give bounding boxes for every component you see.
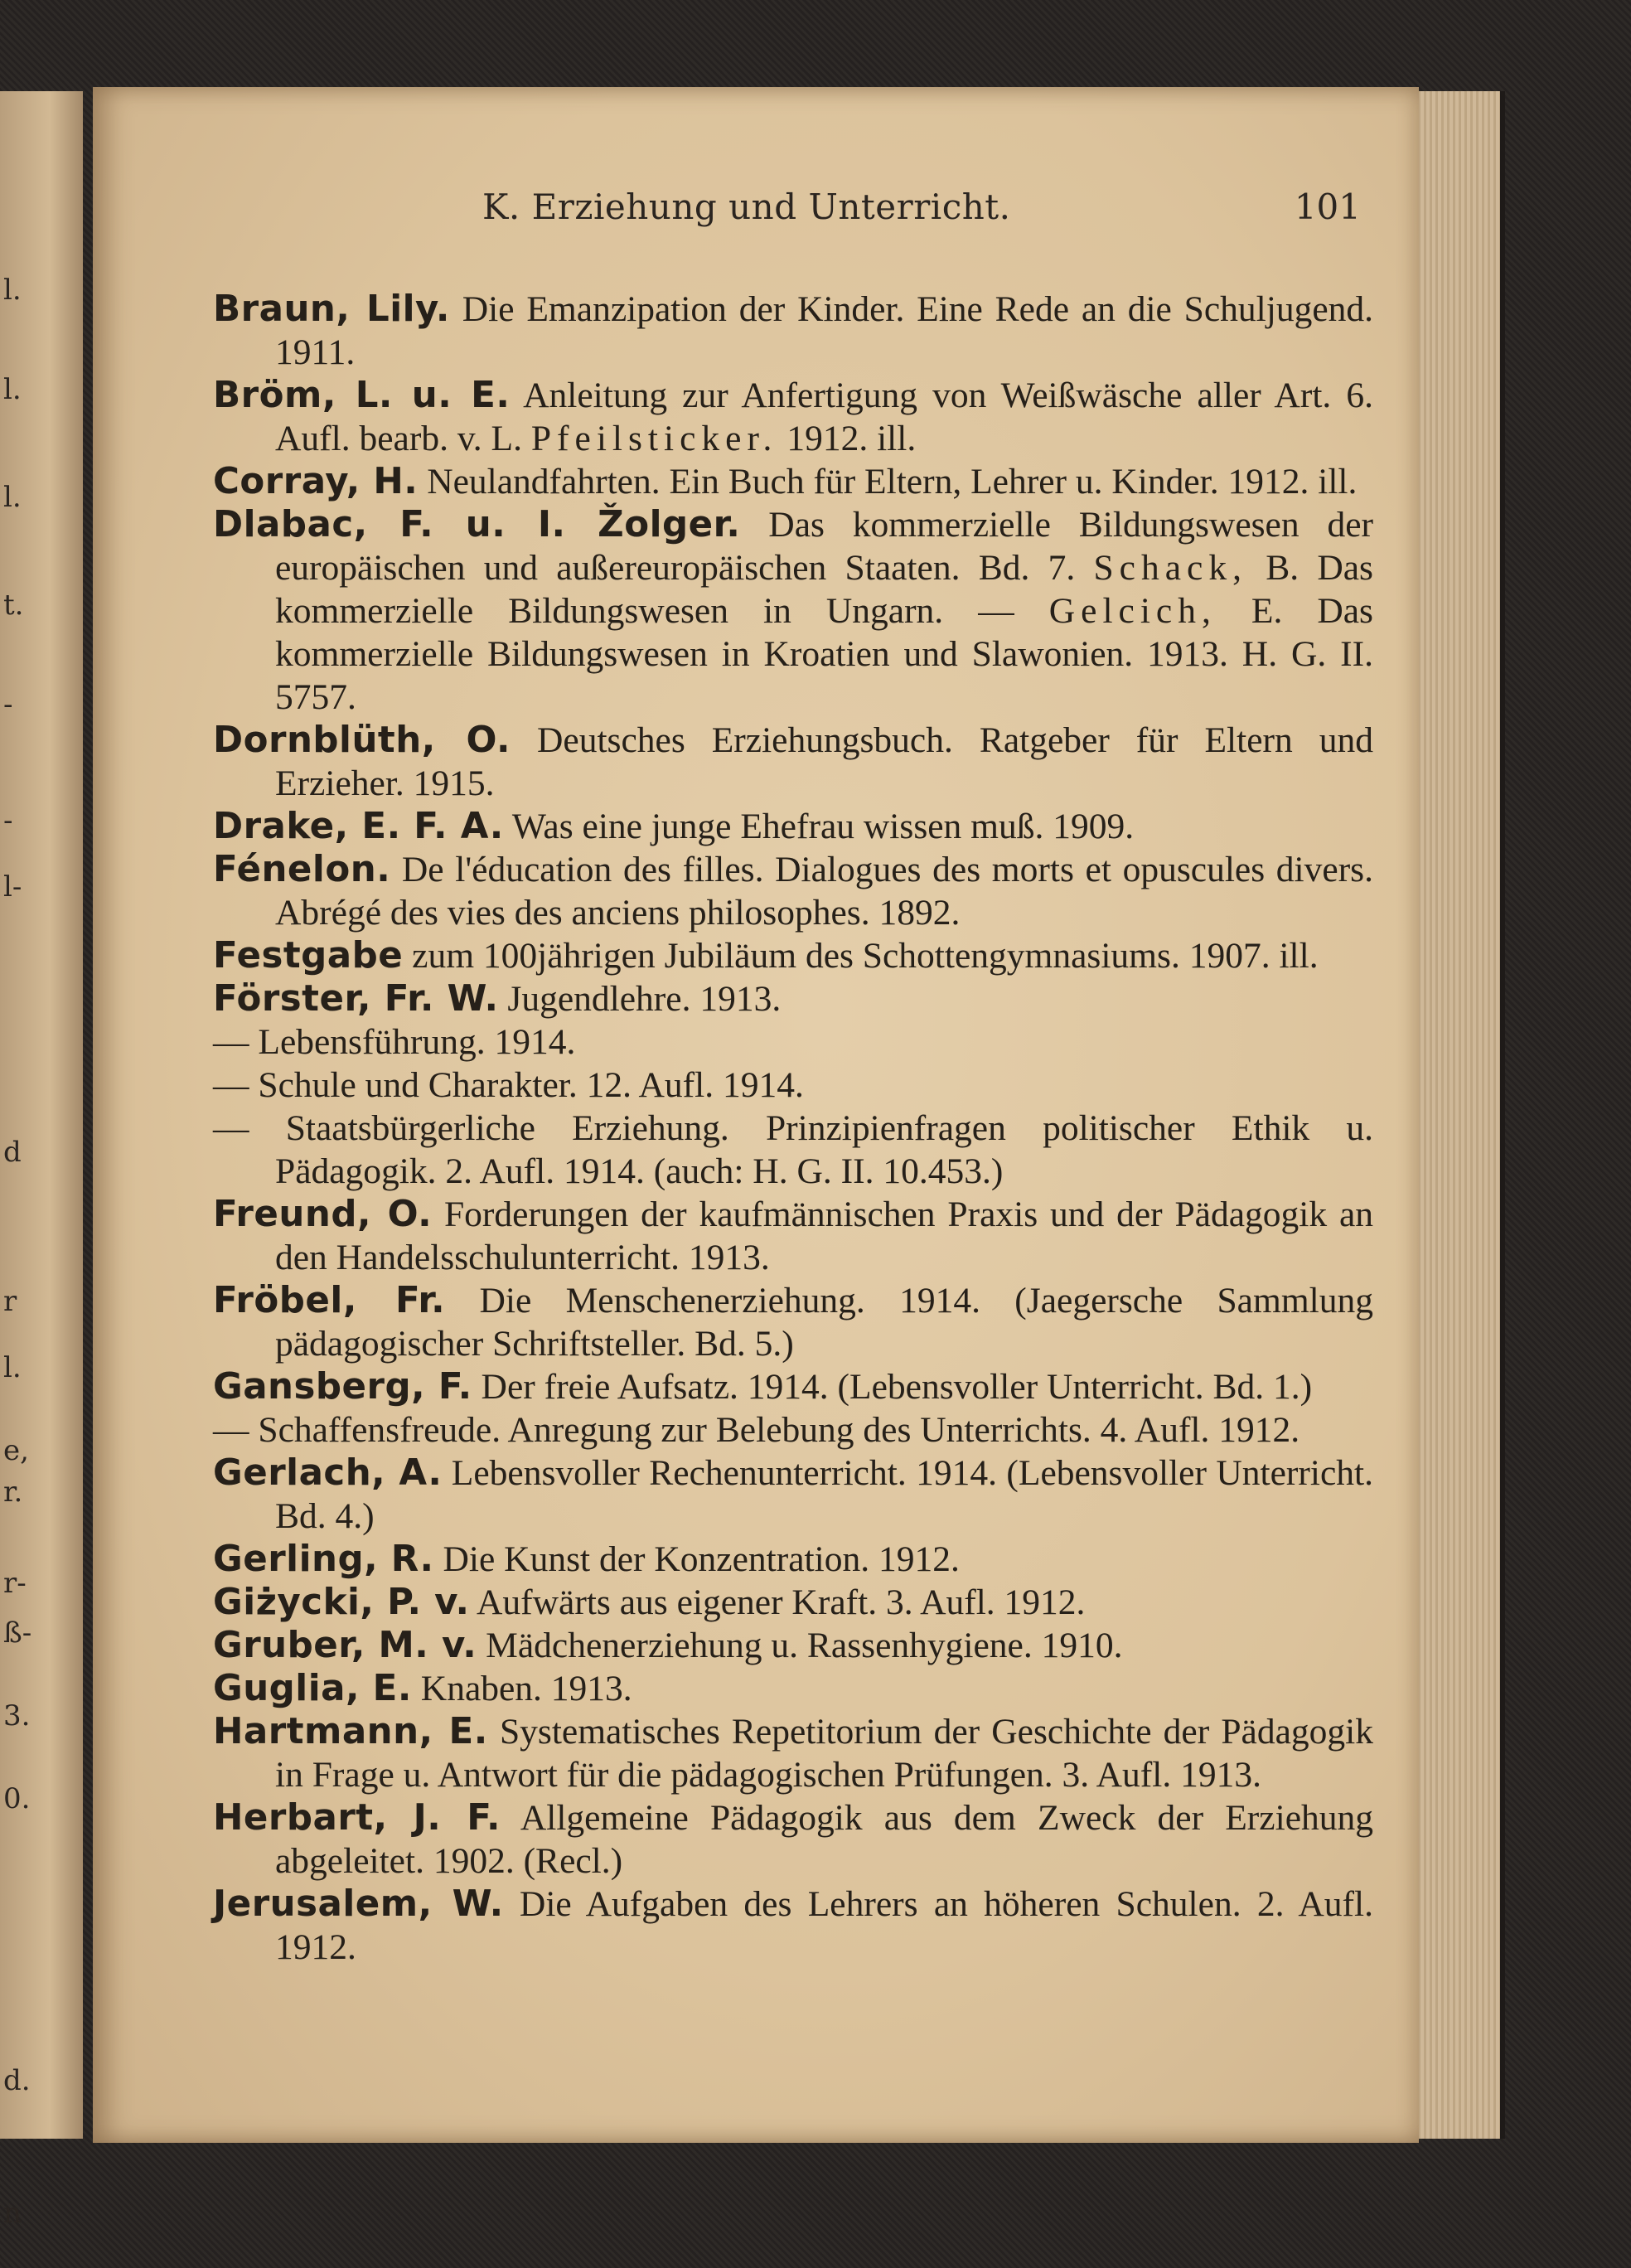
previous-page-fragment: l. bbox=[3, 1351, 22, 1384]
header-title: K. Erziehung und Unterricht. bbox=[482, 187, 1011, 227]
previous-page-fragment: n bbox=[3, 2197, 22, 2230]
bibliography-entry bbox=[213, 1107, 1373, 1193]
bibliography-entry bbox=[213, 1064, 1373, 1107]
entry-text: — Schaffensfreude. Anregung zur Belebung des Unterrichts. 4. Aufl. 1912. bbox=[213, 1410, 1300, 1450]
entry-text: 1912. ill. bbox=[777, 419, 917, 458]
bibliography-entry bbox=[213, 1193, 1373, 1279]
bibliography-entry bbox=[213, 1451, 1373, 1538]
previous-page-fragment: ß- bbox=[3, 1616, 32, 1650]
entry-author: Gruber, M. v. bbox=[213, 1625, 477, 1666]
bibliography-entry bbox=[213, 1538, 1373, 1581]
bibliography-entry bbox=[213, 848, 1373, 934]
entry-author: Förster, Fr. W. bbox=[213, 978, 499, 1020]
previous-page-fragment: r bbox=[3, 1285, 17, 1318]
bibliography-entry bbox=[213, 374, 1373, 460]
entry-author: Dornblüth, O. bbox=[213, 720, 511, 761]
entry-author: Braun, Lily. bbox=[213, 288, 450, 330]
entry-text: Jugendlehre. 1913. bbox=[498, 979, 782, 1019]
previous-page-fragment: l. bbox=[3, 274, 22, 307]
entry-text: Der freie Aufsatz. 1914. (Lebensvoller Unterricht. Bd. 1.) bbox=[472, 1367, 1313, 1407]
entry-text: Die Aufgaben des Lehrers an höheren Schulen. 2. Aufl. 1912. bbox=[275, 1884, 1373, 1967]
bibliography-list bbox=[213, 288, 1373, 1969]
entry-text: Das kommerzielle Bildungswesen der europäischen und außereuropäischen Staaten. Bd. 7. bbox=[275, 505, 1373, 588]
entry-text: Aufwärts aus eigener Kraft. 3. Aufl. 1912. bbox=[469, 1582, 1086, 1622]
entry-author: Bröm, L. u. E. bbox=[213, 375, 511, 416]
bibliography-entry bbox=[213, 1667, 1373, 1710]
bibliography-entry bbox=[213, 503, 1373, 719]
entry-text: Lebensvoller Rechenunterricht. 1914. (Lebensvoller Unterricht. Bd. 4.) bbox=[275, 1453, 1373, 1536]
entry-author: Freund, O. bbox=[213, 1194, 433, 1235]
entry-spaced-name: Pfeilsticker. bbox=[530, 419, 778, 458]
entry-text: Neulandfahrten. Ein Buch für Eltern, Lehrer u. Kinder. 1912. ill. bbox=[418, 462, 1358, 502]
entry-author: Jerusalem, W. bbox=[213, 1883, 504, 1925]
bibliography-entry bbox=[213, 1883, 1373, 1969]
entry-text: Die Menschenerziehung. 1914. (Jaegersche Sammlung pädagogischer Schriftsteller. Bd. 5.) bbox=[275, 1281, 1373, 1364]
previous-page-fragment: 0. bbox=[3, 1782, 31, 1815]
previous-page-fragment: - bbox=[3, 804, 13, 837]
entry-author: Gerlach, A. bbox=[213, 1452, 443, 1494]
entry-text: Allgemeine Pädagogik aus dem Zweck der Erziehung abgeleitet. 1902. (Recl.) bbox=[275, 1798, 1373, 1881]
bibliography-entry bbox=[213, 719, 1373, 805]
bibliography-entry bbox=[213, 1710, 1373, 1796]
entry-text: B. Das kommerzielle Bildungswesen in Ungarn. — bbox=[275, 548, 1373, 631]
bibliography-entry bbox=[213, 934, 1373, 977]
entry-author: Fénelon. bbox=[213, 849, 391, 890]
entry-text: Knaben. 1913. bbox=[411, 1669, 632, 1708]
entry-text: — Staatsbürgerliche Erziehung. Prinzipienfragen politischer Ethik u. Pädagogik. 2. Aufl. 1914. (auch: H. G. II. 10.453.) bbox=[213, 1108, 1373, 1191]
entry-text: — Lebensführung. 1914. bbox=[213, 1022, 576, 1062]
entry-author: Giżycki, P. v. bbox=[213, 1582, 470, 1623]
entry-author: Guglia, E. bbox=[213, 1668, 412, 1709]
entry-author: Drake, E. F. A. bbox=[213, 806, 504, 847]
bibliography-entry bbox=[213, 1408, 1373, 1451]
bibliography-entry bbox=[213, 1020, 1373, 1064]
entry-author: Gansberg, F. bbox=[213, 1366, 472, 1408]
entry-author: Gerling, R. bbox=[213, 1539, 434, 1580]
bibliography-entry bbox=[213, 805, 1373, 848]
previous-page-fragment: r- bbox=[3, 1567, 27, 1600]
entry-text: E. Das kommerzielle Bildungswesen in Kroatien und Slawonien. 1913. H. G. II. 5757. bbox=[275, 591, 1373, 717]
entry-text: Deutsches Erziehungsbuch. Ratgeber für Eltern und Erzieher. 1915. bbox=[275, 720, 1373, 803]
bibliography-entry bbox=[213, 1624, 1373, 1667]
entry-author: Festgabe bbox=[213, 935, 404, 976]
entry-spaced-name: Schack, bbox=[1093, 548, 1247, 588]
bibliography-entry bbox=[213, 288, 1373, 374]
entry-text: — Schule und Charakter. 12. Aufl. 1914. bbox=[213, 1065, 804, 1105]
bibliography-entry bbox=[213, 977, 1373, 1020]
entry-text: Forderungen der kaufmännischen Praxis und der Pädagogik an den Handelsschulunterricht. 1913. bbox=[275, 1195, 1373, 1277]
entry-author: Dlabac, F. u. I. Žolger. bbox=[213, 504, 741, 545]
entry-text: Die Emanzipation der Kinder. Eine Rede an die Schuljugend. 1911. bbox=[275, 289, 1374, 372]
running-header bbox=[482, 178, 1361, 245]
entry-author: Fröbel, Fr. bbox=[213, 1280, 446, 1321]
entry-text: Anleitung zur Anfertigung von Weißwäsche aller Art. 6. Aufl. bearb. v. L. bbox=[275, 376, 1374, 458]
previous-page-fragment: 3. bbox=[3, 1699, 31, 1732]
previous-page-fragment: - bbox=[3, 688, 13, 721]
entry-spaced-name: Gelcich, bbox=[1048, 591, 1217, 631]
page-stack-edge bbox=[1409, 91, 1505, 2139]
previous-page-fragment: l. bbox=[3, 481, 22, 514]
previous-page-fragment: e, bbox=[3, 1434, 29, 1467]
entry-text: Mädchenerziehung u. Rassenhygiene. 1910. bbox=[477, 1626, 1123, 1665]
previous-page-fragment: l- bbox=[3, 870, 22, 904]
previous-page-fragment: d bbox=[3, 1136, 22, 1169]
bibliography-entry bbox=[213, 460, 1373, 503]
book-page bbox=[93, 87, 1419, 2143]
bibliography-entry bbox=[213, 1279, 1373, 1365]
entry-text: Was eine junge Ehefrau wissen muß. 1909. bbox=[503, 807, 1135, 846]
bibliography-entry bbox=[213, 1581, 1373, 1624]
page-number: 101 bbox=[1294, 187, 1361, 227]
entry-text: De l'éducation des filles. Dialogues des morts et opuscules divers. Abrégé des vies des anciens philosophes. 1892. bbox=[275, 850, 1373, 933]
bibliography-entry bbox=[213, 1365, 1373, 1408]
previous-page-fragment: r. bbox=[3, 1476, 23, 1509]
entry-text: Die Kunst der Konzentration. 1912. bbox=[433, 1539, 960, 1579]
previous-page-fragment: d. bbox=[3, 2064, 31, 2097]
bibliography-entry bbox=[213, 1796, 1373, 1883]
entry-text: Systematisches Repetitorium der Geschichte der Pädagogik in Frage u. Antwort für die pädagogischen Prüfungen. 3. Aufl. 1913. bbox=[275, 1712, 1373, 1795]
previous-page-fragment: l. bbox=[3, 373, 22, 406]
entry-author: Corray, H. bbox=[213, 461, 419, 502]
previous-page-fragment: t. bbox=[3, 589, 24, 622]
entry-author: Herbart, J. F. bbox=[213, 1797, 501, 1839]
entry-text: zum 100jährigen Jubiläum des Schottengymnasiums. 1907. ill. bbox=[403, 936, 1319, 976]
previous-page-edge bbox=[0, 91, 83, 2230]
entry-author: Hartmann, E. bbox=[213, 1711, 488, 1752]
